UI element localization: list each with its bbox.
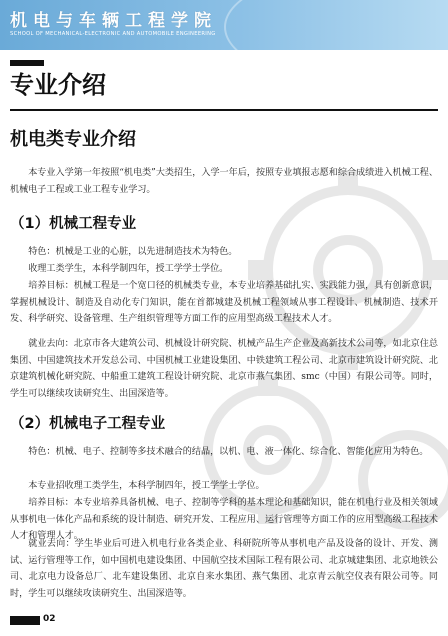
major-heading: （1）机械工程专业: [10, 216, 137, 232]
banner-decoration: [224, 0, 448, 50]
major-paragraph: 就业去向：学生毕业后可进入机电行业各类企业、科研院所等从事机电产品及设备的设计、开发、测试、运行管理等工作，如中国机电建设集团、中国航空技术国际工程有限公司、北京城建集团、北京地铁公司、北京电力设备总厂、北车建设集团、北京自来水集团、燕气集团、北京青云航空仪表有限公司等。同时，学生可以继续攻读研究生、出国深造等。: [10, 539, 438, 599]
section-divider: [10, 109, 438, 111]
major-paragraph: 就业去向：北京市各大建筑公司、机械设计研究院、机械产品生产企业及高新技术公司等，如北京住总集团、中国建筑技术开发总公司、中国机械工业建设集团、中铁建筑工程公司、北京市建筑设计研究院、北京建筑机械化研究院、中船重工建筑工程设计研究院、北京市燕气集团、smc（中国）有限公司等。同时，学生可以继续攻读研究生、出国深造等。: [10, 339, 438, 399]
page-number: 02: [43, 614, 56, 624]
major-paragraph: 特色：机械是工业的心脏，以先进制造技术为特色。: [28, 247, 238, 257]
major-paragraph: 培养目标：本专业培养具备机械、电子、控制等学科的基本理论和基础知识，能在机电行业及相关领域从事机电一体化产品和系统的设计制造、研究开发、工程应用、运行管理等方面工作的应用型高级工程技术人才和管理人才。: [10, 498, 438, 542]
footer-accent-bar: [10, 616, 40, 625]
major-paragraph: 收理工类学生，本科学制四年，授工学学士学位。: [28, 264, 229, 274]
intro-paragraph: 本专业入学第一年按照“机电类”大类招生，入学一年后，按照专业填报志愿和综合成绩进入机械工程、机械电子工程或工业工程专业学习。: [10, 168, 438, 195]
section-title: 专业介绍: [10, 71, 106, 99]
major-paragraph: 本专业招收理工类学生，本科学制四年，授工学学士学位。: [28, 481, 265, 491]
header-banner: [0, 0, 448, 50]
section-accent-bar: [10, 60, 44, 66]
school-subtitle: SCHOOL OF MECHANICAL-ELECTRONIC AND AUTOMOBILE ENGINEERING: [10, 31, 216, 37]
school-title: 机电与车辆工程学院: [10, 11, 217, 31]
major-paragraph: 培养目标：机械工程是一个宽口径的机械类专业，本专业培养基础扎实、实践能力强，具有创新意识，掌握机械设计、制造及自动化专门知识，能在首都城建及机械工程领域从事工程设计、机械制造、技术开发、科学研究、设备管理、生产组织管理等方面工作的应用型高级工程技术人才。: [10, 281, 438, 325]
major-heading: （2）机械电子工程专业: [10, 416, 166, 432]
category-title: 机电类专业介绍: [10, 129, 136, 150]
major-paragraph: 特色：机械、电子、控制等多技术融合的结晶，以机、电、液一体化、综合化、智能化应用为特色。: [28, 447, 429, 457]
